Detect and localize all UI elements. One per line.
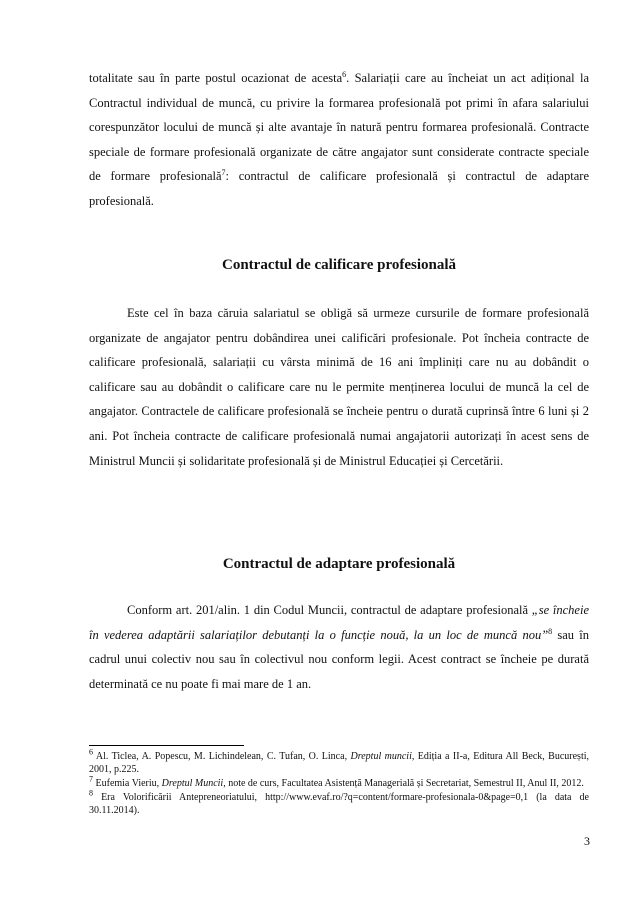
footnote-8-text: Era Volorificării Antepreneoriatului, http://www.evaf.ro/?q=content/formare-profesionala-0&page=0,1 (la data de 30.11.2014).	[89, 792, 589, 816]
adaptare-text-a: Conform art. 201/alin. 1 din Codul Muncii, contractul de adaptare profesională	[127, 603, 532, 617]
page-number: 3	[584, 834, 590, 848]
intro-text-b: . Salariații care au încheiat un act adițional la Contractul individual de muncă, cu privire la formarea profesională pot primi în afara salariului corespunzător locului de muncă și alte avantaje în natură pentru formarea profesională. Contracte speciale de formare profesională organizate de către angajator sunt considerate contracte speciale de formare profesională	[89, 71, 589, 184]
intro-text-c: : contractul de calificare profesională și contractul de adaptare profesională.	[89, 169, 590, 208]
intro-text-a: totalitate sau în parte postul ocazionat de acesta	[89, 71, 343, 85]
footnote-7-pre: Eufemia Vieriu,	[93, 778, 162, 789]
section-heading-adaptare: Contractul de adaptare profesională	[222, 556, 456, 572]
footnote-6-title: Dreptul muncii	[350, 751, 412, 762]
adaptare-text-b: sau în cadrul unui colectiv nou sau în colectivul nou conform legii. Acest contract se încheie pe durată determinată ce nu poate fi mai mare de 1 an.	[89, 627, 589, 691]
footnote-7	[89, 774, 589, 790]
footnote-7-post: , note de curs, Facultatea Asistență Managerială și Secretariat, Semestrul II, Anul II, 2012.	[223, 778, 584, 789]
footnote-6	[89, 747, 589, 776]
adaptare-quote: „se încheie în vederea adaptării salariaților debutanți la o funcție nouă, la un loc de muncă nou”	[89, 603, 589, 642]
section-heading-calificare: Contractul de calificare profesională	[222, 257, 456, 273]
footnote-7-number: 7	[89, 774, 93, 784]
intro-paragraph	[89, 66, 589, 214]
footnote-ref-7: 7	[221, 168, 226, 178]
footnote-8-number: 8	[89, 788, 93, 798]
calificare-paragraph: Este cel în baza căruia salariatul se obligă să urmeze cursurile de formare profesională organizate de angajator pentru dobândirea unei calificări profesionale. Pot încheia contracte de calificare profesională, salariații cu vârsta minimă de 16 ani împliniți care nu au dobândit o calificare sau au dobândit o calificare care nu le permite menținerea locului de muncă la cel de angajator. Contractele de calificare profesională se încheie pentru o durată cuprinsă între 6 luni și 2 ani. Pot încheia contracte de calificare profesională numai angajatorii autorizați în acest sens de Ministrul Muncii și solidaritate profesională și de Ministrul Educației și Cercetării.	[89, 306, 589, 468]
footnote-7-title: Dreptul Muncii	[161, 778, 224, 789]
footnote-ref-8: 8	[548, 626, 553, 636]
adaptare-paragraph	[89, 598, 589, 696]
footnote-6-number: 6	[89, 747, 93, 757]
footnote-ref-6: 6	[342, 69, 347, 79]
footnotes	[89, 747, 589, 818]
footnote-separator	[89, 745, 244, 746]
footnote-6-post: , Ediția a II-a, Editura All Beck, București, 2001, p.225.	[89, 751, 589, 775]
footnote-8	[89, 788, 589, 817]
footnote-6-pre: Al. Ticlea, A. Popescu, M. Lichindelean, C. Tufan, O. Linca,	[93, 751, 351, 762]
